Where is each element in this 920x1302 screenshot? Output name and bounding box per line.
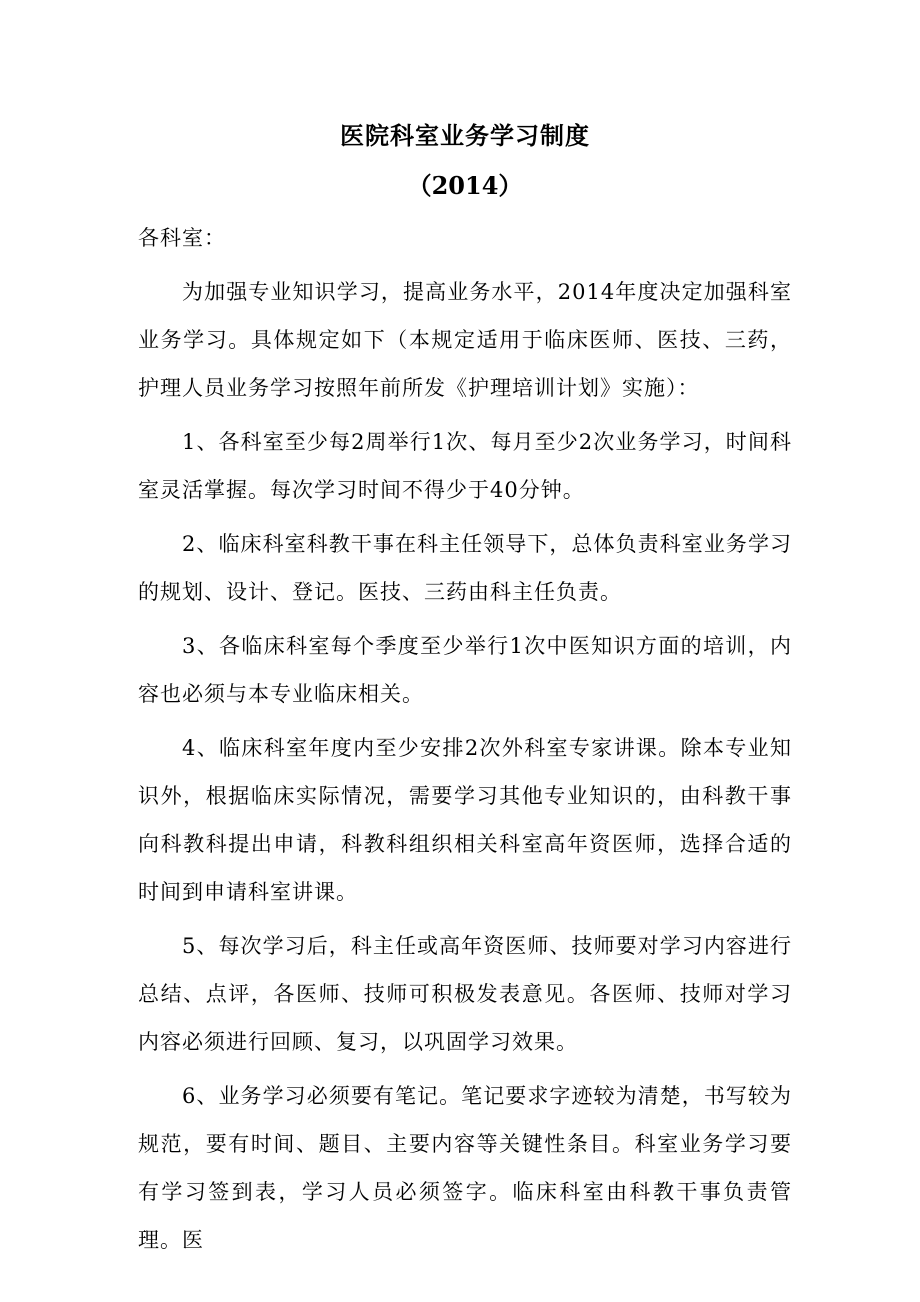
paragraph-item-5: 5、每次学习后，科主任或高年资医师、技师要对学习内容进行总结、点评，各医师、技师可积极发表意见。各医师、技师对学习内容必须进行回顾、复习，以巩固学习效果。 <box>138 934 792 1054</box>
paragraph-item-6: 6、业务学习必须要有笔记。笔记要求字迹较为清楚，书写较为规范，要有时间、题目、主要内容等关键性条目。科室业务学习要有学习签到表，学习人员必须签字。临床科室由科教干事负责管理。医 <box>138 1084 792 1252</box>
paragraph-item-4: 4、临床科室年度内至少安排2次外科室专家讲课。除本专业知识外，根据临床实际情况，需要学习其他专业知识的，由科教干事向科教科提出申请，科教科组织相关科室高年资医师，选择合适的时间到申请科室讲课。 <box>138 736 792 904</box>
salutation: 各科室： <box>138 226 226 250</box>
paragraph-intro: 为加强专业知识学习，提高业务水平，2014年度决定加强科室业务学习。具体规定如下（本规定适用于临床医师、医技、三药，护理人员业务学习按照年前所发《护理培训计划》实施）： <box>138 280 792 400</box>
paragraph-item-2: 2、临床科室科教干事在科主任领导下，总体负责科室业务学习的规划、设计、登记。医技、三药由科主任负责。 <box>138 532 792 604</box>
paragraph-item-3: 3、各临床科室每个季度至少举行1次中医知识方面的培训，内容也必须与本专业临床相关。 <box>138 634 792 706</box>
document-title: 医院科室业务学习制度 <box>340 121 590 150</box>
document-year: （2014） <box>407 171 523 200</box>
paragraph-item-1: 1、各科室至少每2周举行1次、每月至少2次业务学习，时间科室灵活掌握。每次学习时间不得少于40分钟。 <box>138 430 792 502</box>
